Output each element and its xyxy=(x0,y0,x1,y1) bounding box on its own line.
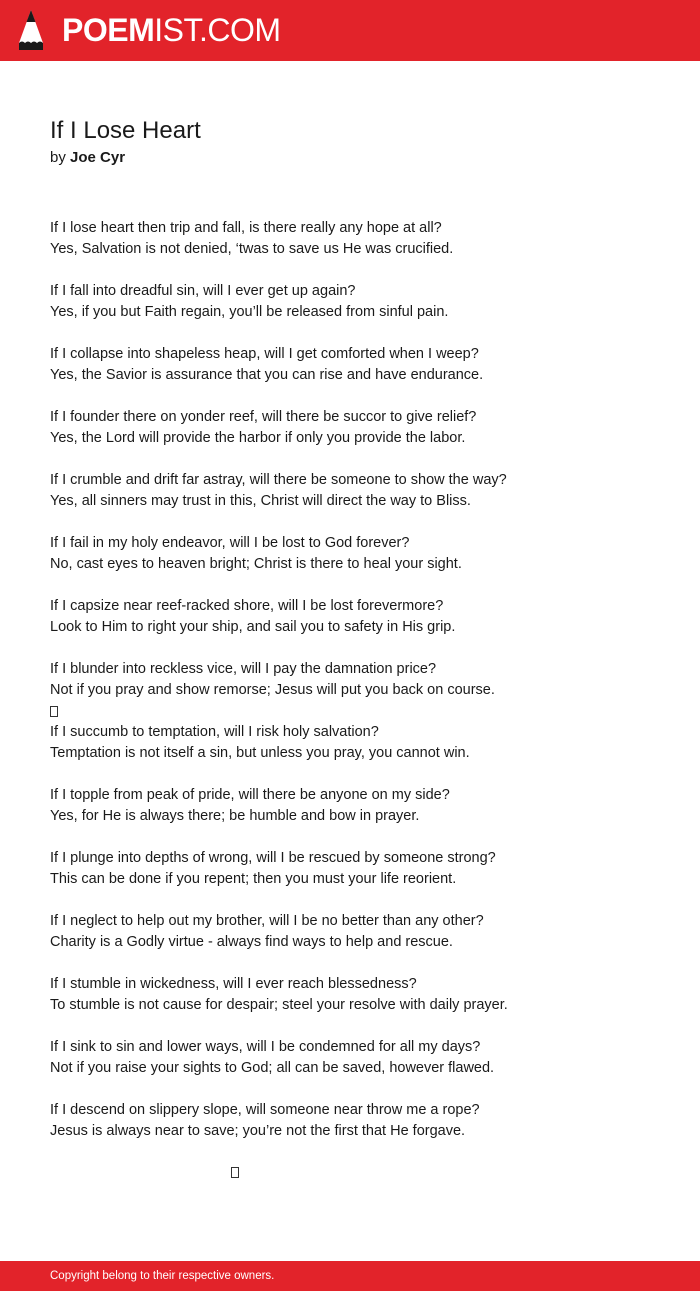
poem-line: Jesus is always near to save; you’re not the first that He forgave. xyxy=(50,1123,466,1139)
poem-line: If I topple from peak of pride, will there be anyone on my side? xyxy=(50,787,450,803)
stanza xyxy=(50,596,670,638)
poem-line: If I lose heart then trip and fall, is there really any hope at all? xyxy=(50,220,442,236)
poem-line: Yes, for He is always there; be humble and bow in prayer. xyxy=(50,808,420,824)
pencil-tip-icon[interactable] xyxy=(18,9,44,51)
stanza xyxy=(50,407,670,449)
missing-glyph-row xyxy=(50,701,670,722)
site-logo[interactable] xyxy=(62,12,281,48)
poem-line: If I founder there on yonder reef, will there be succor to give relief? xyxy=(50,409,477,425)
poem-line: Yes, the Savior is assurance that you can rise and have endurance. xyxy=(50,367,484,383)
poem-line: If I stumble in wickedness, will I ever reach blessedness? xyxy=(50,976,417,992)
by-label: by xyxy=(50,149,66,166)
poem-line: If I fail in my holy endeavor, will I be lost to God forever? xyxy=(50,535,410,551)
poem-line: If I blunder into reckless vice, will I pay the damnation price? xyxy=(50,661,437,677)
poem-line: Not if you raise your sights to God; all can be saved, however flawed. xyxy=(50,1060,495,1076)
site-footer xyxy=(0,1261,700,1291)
site-header xyxy=(0,0,700,61)
poem-line: If I collapse into shapeless heap, will I get comforted when I weep? xyxy=(50,346,479,362)
poem-line: If I sink to sin and lower ways, will I be condemned for all my days? xyxy=(50,1039,481,1055)
poem-line: No, cast eyes to heaven bright; Christ is there to heal your sight. xyxy=(50,556,462,572)
poem-line: If I crumble and drift far astray, will there be someone to show the way? xyxy=(50,472,507,488)
poem-line: Not if you pray and show remorse; Jesus will put you back on course. xyxy=(50,682,495,698)
poem-line: If I plunge into depths of wrong, will I be rescued by someone strong? xyxy=(50,850,496,866)
poem-line: Yes, all sinners may trust in this, Christ will direct the way to Bliss. xyxy=(50,493,471,509)
stanza xyxy=(50,848,670,890)
stanza xyxy=(50,911,670,953)
poem-line: This can be done if you repent; then you must your life reorient. xyxy=(50,871,457,887)
stanza xyxy=(50,281,670,323)
poem-line: Temptation is not itself a sin, but unless you pray, you cannot win. xyxy=(50,745,470,761)
logo-bold: POEM xyxy=(62,12,155,48)
missing-glyph-icon xyxy=(50,706,58,717)
byline xyxy=(50,148,125,168)
stanza xyxy=(50,974,670,1016)
poem-line: If I capsize near reef-racked shore, will I be lost forevermore? xyxy=(50,598,444,614)
stanza xyxy=(50,344,670,386)
poem-line: Yes, the Lord will provide the harbor if only you provide the labor. xyxy=(50,430,466,446)
stanza xyxy=(50,785,670,827)
copyright-text: Copyright belong to their respective owners. xyxy=(50,1270,275,1282)
poem-line: To stumble is not cause for despair; steel your resolve with daily prayer. xyxy=(50,997,508,1013)
poem-line: If I succumb to temptation, will I risk holy salvation? xyxy=(50,724,379,740)
author-name: Joe Cyr xyxy=(70,149,126,166)
stanza xyxy=(50,1100,670,1142)
stanza xyxy=(50,659,670,701)
poem-body xyxy=(50,218,670,1163)
stanza xyxy=(50,722,670,764)
poem-line: Look to Him to right your ship, and sail you to safety in His grip. xyxy=(50,619,456,635)
poem-line: If I neglect to help out my brother, will I be no better than any other? xyxy=(50,913,484,929)
stanza xyxy=(50,470,670,512)
stanza xyxy=(50,218,670,260)
poem-line: If I descend on slippery slope, will someone near throw me a rope? xyxy=(50,1102,480,1118)
missing-glyph-icon xyxy=(231,1167,239,1178)
poem-line: Yes, if you but Faith regain, you’ll be released from sinful pain. xyxy=(50,304,449,320)
logo-light: IST.COM xyxy=(154,12,281,48)
poem-line: Charity is a Godly virtue - always find ways to help and rescue. xyxy=(50,934,453,950)
poem-title: If I Lose Heart xyxy=(50,117,201,144)
stanza xyxy=(50,1037,670,1079)
poem-line: If I fall into dreadful sin, will I ever get up again? xyxy=(50,283,356,299)
poem-line: Yes, Salvation is not denied, ‘twas to save us He was crucified. xyxy=(50,241,454,257)
stanza xyxy=(50,533,670,575)
